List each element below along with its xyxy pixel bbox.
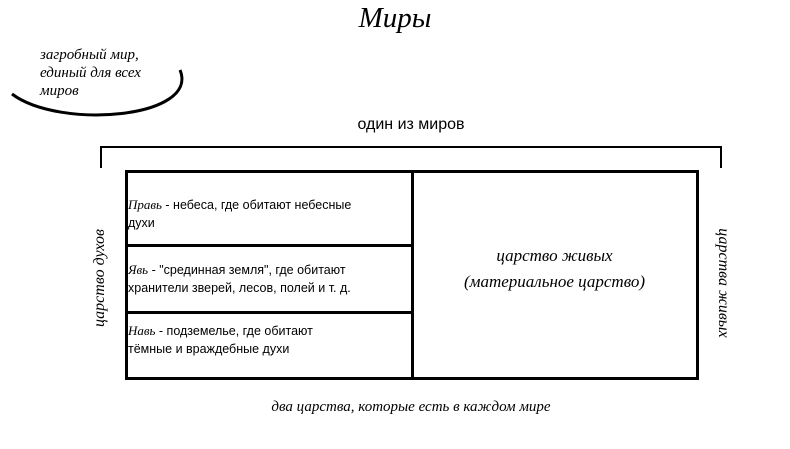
afterlife-line-1: загробный мир,	[40, 47, 139, 63]
one-world-label: один из миров	[357, 116, 465, 133]
world-nav	[128, 322, 404, 358]
world-yav-text-2: хранители зверей, лесов, полей и т. д.	[128, 281, 351, 295]
world-nav-text-1: - подземелье, где обитают	[155, 324, 313, 338]
world-nav-text-2: тёмные и враждебные духи	[128, 342, 290, 356]
world-yav-name: Явь	[128, 262, 149, 277]
world-prav-text-2: духи	[128, 216, 155, 230]
world-bracket	[101, 147, 721, 168]
realm-of-spirits-label: царство духов	[91, 229, 108, 328]
world-yav	[128, 261, 404, 297]
realm-of-living-side-label: царства живых	[715, 228, 732, 338]
afterlife-label	[40, 46, 141, 100]
afterlife-line-3: миров	[40, 83, 79, 99]
afterlife-line-2: единый для всех	[40, 65, 141, 81]
world-yav-line-1	[128, 261, 404, 279]
living-realm-line-2: (материальное царство)	[463, 272, 646, 291]
world-prav-name: Правь	[128, 197, 162, 212]
living-realm-label	[413, 243, 696, 295]
world-nav-line-1	[128, 322, 404, 340]
page-title: Миры	[358, 2, 432, 34]
world-prav-text-1: - небеса, где обитают небесные	[161, 198, 352, 212]
living-realm-line-1: царство живых	[496, 246, 613, 265]
two-realms-label: два царства, которые есть в каждом мире	[271, 399, 551, 415]
world-prav-line-1	[128, 196, 404, 214]
world-prav	[128, 196, 404, 232]
world-nav-name: Навь	[128, 323, 156, 338]
world-yav-text-1: - "срединная земля", где обитают	[148, 263, 346, 277]
